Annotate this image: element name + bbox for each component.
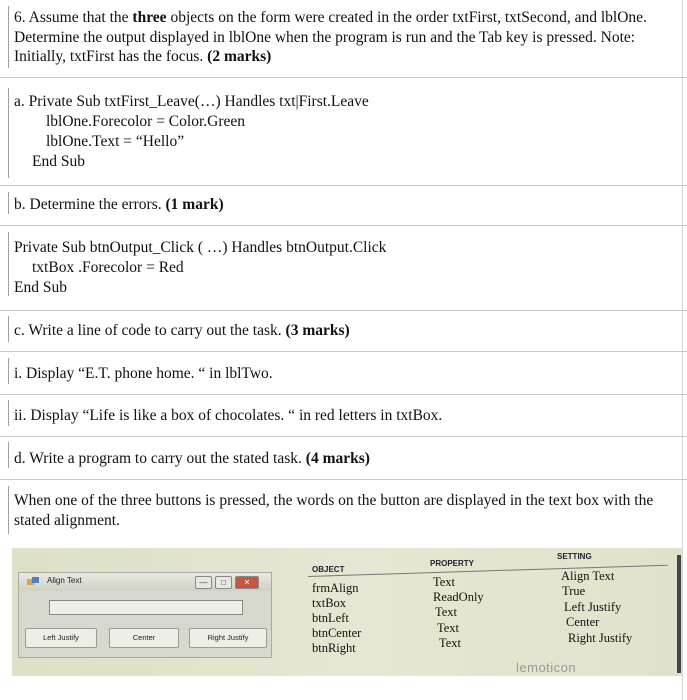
property-cell: ReadOnly (433, 590, 484, 604)
margin-line (8, 232, 9, 296)
part-c-label: c. Write a line of code to carry out the task. (3 marks) (14, 322, 350, 339)
maximize-button[interactable]: □ (215, 576, 232, 589)
setting-cell: Center (566, 615, 600, 629)
setting-cell: Left Justify (564, 600, 622, 614)
right-border (682, 0, 683, 700)
setting-cell: Right Justify (568, 631, 633, 645)
center-button[interactable]: Center (109, 628, 179, 648)
object-cell: frmAlign (312, 581, 359, 595)
setting-cell: Align Text (561, 569, 615, 583)
part-b-line2: txtBox .Forecolor = Red (32, 259, 184, 276)
photo-edge (677, 555, 681, 673)
part-a-line1: a. Private Sub txtFirst_Leave(…) Handles txt|First.Leave (14, 93, 369, 110)
minimize-button[interactable]: — (195, 576, 212, 589)
divider (0, 225, 687, 226)
margin-line (8, 442, 9, 468)
property-cell: Text (439, 636, 462, 650)
part-a-line3: lblOne.Text = “Hello” (46, 133, 185, 150)
margin-line (8, 400, 9, 426)
part-a-line2: lblOne.Forecolor = Color.Green (46, 113, 246, 130)
header-property: PROPERTY (430, 559, 475, 568)
close-button[interactable]: ✕ (235, 576, 259, 589)
divider (0, 351, 687, 352)
part-c-item-ii: ii. Display “Life is like a box of chocolates. “ in red letters in txtBox. (14, 407, 443, 424)
setting-cell: True (562, 584, 586, 598)
header-setting: SETTING (557, 552, 592, 561)
part-b-line1: Private Sub btnOutput_Click ( …) Handles btnOutput.Click (14, 239, 387, 256)
margin-line (8, 88, 9, 178)
left-justify-button[interactable]: Left Justify (25, 628, 97, 648)
property-cell: Text (433, 575, 456, 589)
header-object: OBJECT (312, 565, 345, 574)
form-window (18, 572, 272, 658)
form-title-bar (19, 573, 271, 591)
part-d-label: d. Write a program to carry out the stated task. (4 marks) (14, 450, 370, 467)
part-b-label: b. Determine the errors. (1 mark) (14, 196, 224, 213)
object-cell: btnRight (312, 641, 356, 655)
part-c-item-i: i. Display “E.T. phone home. “ in lblTwo. (14, 365, 273, 382)
form-title: Align Text (47, 576, 82, 585)
part-a-line4: End Sub (32, 153, 85, 170)
property-cell: Text (437, 621, 460, 635)
margin-line (8, 192, 9, 214)
margin-line (8, 6, 9, 68)
divider (0, 479, 687, 480)
object-cell: btnLeft (312, 611, 349, 625)
divider (0, 185, 687, 186)
object-cell: txtBox (312, 596, 347, 610)
question-intro: 6. Assume that the three objects on the form were created in the order txtFirst, txtSecond, and lblOne. Determine the output displayed in lblOne when the program is run and the Tab key is pressed. Note: Initially, txtFirst has the focus. (2 marks) (14, 9, 647, 65)
property-cell: Text (435, 605, 458, 619)
object-cell: btnCenter (312, 626, 362, 640)
divider (0, 310, 687, 311)
part-b-line3: End Sub (14, 279, 67, 296)
divider (0, 394, 687, 395)
divider (0, 436, 687, 437)
part-d-description: When one of the three buttons is pressed, the words on the button are displayed in the text box with the stated alignment. (14, 492, 654, 529)
divider (0, 77, 687, 78)
txtbox-field[interactable] (49, 600, 243, 615)
right-justify-button[interactable]: Right Justify (189, 628, 267, 648)
margin-line (8, 316, 9, 342)
margin-line (8, 358, 9, 384)
watermark: lemoticon (516, 660, 577, 675)
form-icon (27, 577, 39, 586)
margin-line (8, 486, 9, 534)
